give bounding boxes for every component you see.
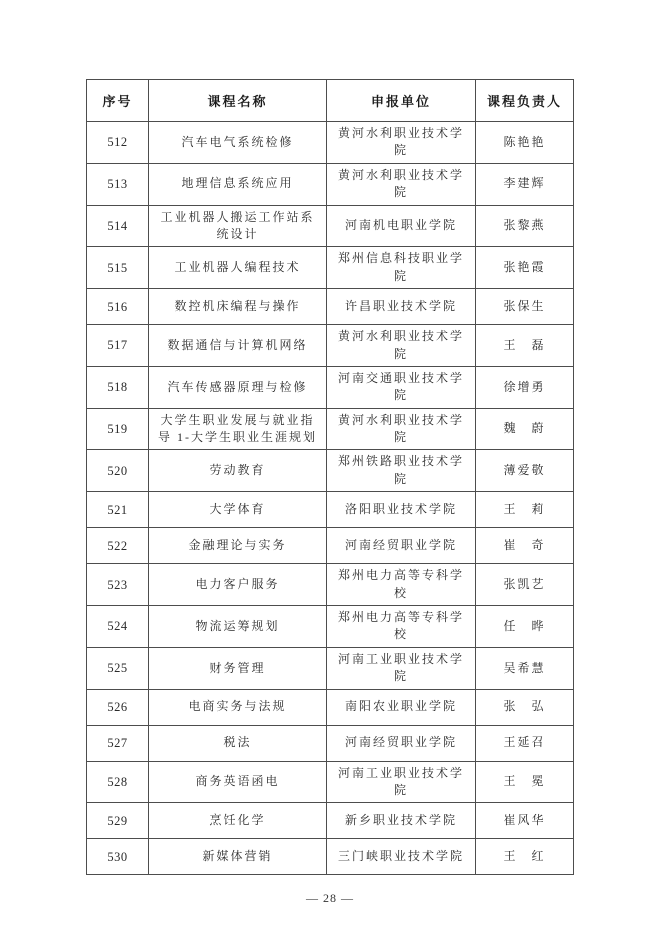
table-row (87, 289, 574, 325)
row-course-name: 大学体育 (149, 492, 327, 528)
row-applicant-unit: 河南经贸职业学院 (327, 528, 476, 564)
table-row (87, 564, 574, 606)
table-row (87, 647, 574, 689)
course-table (86, 79, 574, 875)
row-applicant-unit: 许昌职业技术学院 (327, 289, 476, 325)
row-course-leader: 王 冕 (476, 761, 574, 803)
row-course-name: 工业机器人编程技术 (149, 247, 327, 289)
table-row (87, 761, 574, 803)
row-course-name: 劳动教育 (149, 450, 327, 492)
row-applicant-unit: 黄河水利职业技术学院 (327, 163, 476, 205)
row-applicant-unit: 南阳农业职业学院 (327, 689, 476, 725)
row-applicant-unit: 河南机电职业学院 (327, 205, 476, 247)
table-row (87, 247, 574, 289)
row-course-name: 烹饪化学 (149, 803, 327, 839)
row-course-leader: 张凯艺 (476, 564, 574, 606)
row-serial-number: 526 (87, 689, 149, 725)
row-applicant-unit: 洛阳职业技术学院 (327, 492, 476, 528)
row-serial-number: 528 (87, 761, 149, 803)
row-applicant-unit: 黄河水利职业技术学院 (327, 122, 476, 164)
table-row (87, 606, 574, 648)
table-row (87, 450, 574, 492)
row-applicant-unit: 郑州电力高等专科学校 (327, 564, 476, 606)
row-serial-number: 512 (87, 122, 149, 164)
header-course-name: 课程名称 (149, 80, 327, 122)
row-course-leader: 吴希慧 (476, 647, 574, 689)
row-course-name: 工业机器人搬运工作站系统设计 (149, 205, 327, 247)
row-course-leader: 张艳霞 (476, 247, 574, 289)
row-course-leader: 王 红 (476, 839, 574, 875)
row-course-name: 大学生职业发展与就业指导 1-大学生职业生涯规划 (149, 408, 327, 450)
row-course-leader: 张 弘 (476, 689, 574, 725)
header-course-leader: 课程负责人 (476, 80, 574, 122)
row-serial-number: 527 (87, 725, 149, 761)
row-serial-number: 518 (87, 366, 149, 408)
row-applicant-unit: 郑州铁路职业技术学院 (327, 450, 476, 492)
table-row (87, 408, 574, 450)
row-serial-number: 514 (87, 205, 149, 247)
row-serial-number: 516 (87, 289, 149, 325)
row-serial-number: 524 (87, 606, 149, 648)
table-row (87, 122, 574, 164)
row-serial-number: 523 (87, 564, 149, 606)
row-serial-number: 525 (87, 647, 149, 689)
row-course-leader: 王延召 (476, 725, 574, 761)
row-course-name: 数据通信与计算机网络 (149, 325, 327, 367)
row-applicant-unit: 新乡职业技术学院 (327, 803, 476, 839)
row-serial-number: 517 (87, 325, 149, 367)
table-row (87, 492, 574, 528)
row-applicant-unit: 郑州电力高等专科学校 (327, 606, 476, 648)
row-course-leader: 徐增勇 (476, 366, 574, 408)
row-applicant-unit: 三门峡职业技术学院 (327, 839, 476, 875)
table-row (87, 528, 574, 564)
row-serial-number: 522 (87, 528, 149, 564)
header-applicant-unit: 申报单位 (327, 80, 476, 122)
table-row (87, 803, 574, 839)
row-serial-number: 520 (87, 450, 149, 492)
row-applicant-unit: 黄河水利职业技术学院 (327, 325, 476, 367)
row-course-leader: 李建辉 (476, 163, 574, 205)
row-course-leader: 任 晔 (476, 606, 574, 648)
table-row (87, 163, 574, 205)
row-applicant-unit: 河南工业职业技术学院 (327, 647, 476, 689)
row-course-name: 数控机床编程与操作 (149, 289, 327, 325)
row-course-leader: 陈艳艳 (476, 122, 574, 164)
row-course-name: 税法 (149, 725, 327, 761)
row-course-leader: 崔风华 (476, 803, 574, 839)
row-course-name: 物流运筹规划 (149, 606, 327, 648)
row-course-name: 财务管理 (149, 647, 327, 689)
row-serial-number: 515 (87, 247, 149, 289)
row-course-name: 汽车电气系统检修 (149, 122, 327, 164)
table-row (87, 205, 574, 247)
row-course-name: 地理信息系统应用 (149, 163, 327, 205)
row-serial-number: 529 (87, 803, 149, 839)
table-row (87, 325, 574, 367)
row-course-leader: 张保生 (476, 289, 574, 325)
row-course-name: 金融理论与实务 (149, 528, 327, 564)
table-row (87, 839, 574, 875)
row-course-name: 电力客户服务 (149, 564, 327, 606)
header-serial-number: 序号 (87, 80, 149, 122)
row-course-name: 商务英语函电 (149, 761, 327, 803)
row-serial-number: 519 (87, 408, 149, 450)
page-number: — 28 — (306, 891, 354, 906)
row-applicant-unit: 河南工业职业技术学院 (327, 761, 476, 803)
row-serial-number: 530 (87, 839, 149, 875)
row-applicant-unit: 河南经贸职业学院 (327, 725, 476, 761)
table-row (87, 725, 574, 761)
row-course-leader: 魏 蔚 (476, 408, 574, 450)
table-row (87, 366, 574, 408)
table-row (87, 689, 574, 725)
table-header (87, 80, 574, 122)
table-body (87, 122, 574, 875)
row-serial-number: 513 (87, 163, 149, 205)
row-course-leader: 薄爱敬 (476, 450, 574, 492)
row-course-name: 电商实务与法规 (149, 689, 327, 725)
row-course-leader: 王 磊 (476, 325, 574, 367)
row-applicant-unit: 黄河水利职业技术学院 (327, 408, 476, 450)
row-applicant-unit: 河南交通职业技术学院 (327, 366, 476, 408)
row-applicant-unit: 郑州信息科技职业学院 (327, 247, 476, 289)
row-serial-number: 521 (87, 492, 149, 528)
row-course-leader: 崔 奇 (476, 528, 574, 564)
row-course-name: 汽车传感器原理与检修 (149, 366, 327, 408)
table-header-row (87, 80, 574, 122)
row-course-name: 新媒体营销 (149, 839, 327, 875)
row-course-leader: 张黎燕 (476, 205, 574, 247)
row-course-leader: 王 莉 (476, 492, 574, 528)
